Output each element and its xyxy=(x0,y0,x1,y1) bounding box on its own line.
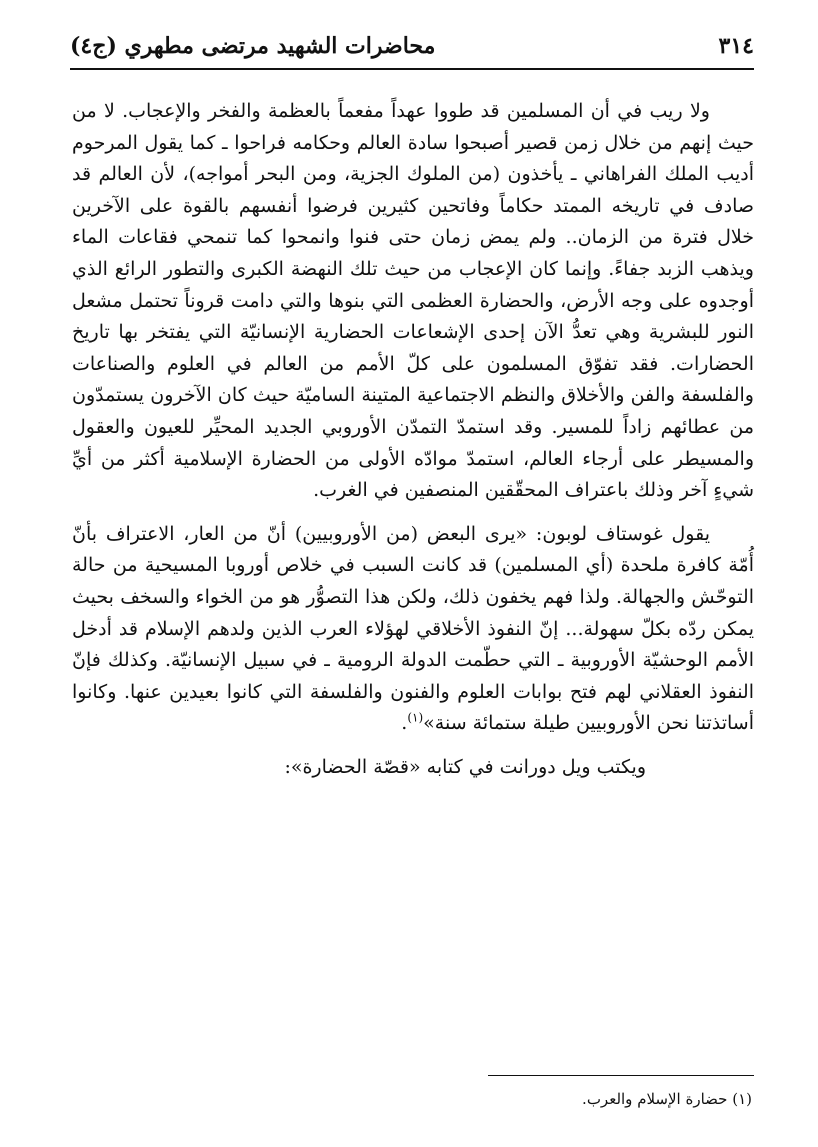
body-text xyxy=(72,96,754,783)
running-title: محاضرات الشهيد مرتضى مطهري (ج٤) xyxy=(70,33,436,59)
footnote-rule xyxy=(488,1075,754,1076)
running-header xyxy=(70,26,754,66)
footnote-ref: (١) xyxy=(407,710,424,725)
page-number: ٣١٤ xyxy=(718,33,754,59)
header-rule xyxy=(70,68,754,70)
paragraph-3: ويكتب ويل دورانت في كتابه «قصّة الحضارة»: xyxy=(284,755,646,778)
footnote-1: (١) حضارة الإسلام والعرب. xyxy=(582,1090,752,1108)
paragraph-1: ولا ريب في أن المسلمين قد طووا عهداً مفعماً بالعظمة والفخر والإعجاب. لا من حيث إنهم من خلال زمن قصير أصبحوا سادة العالم وحكامه فراحوا ـ كما يقول المرحوم أديب الملك الفراهاني ـ يأخذون (من الملوك الجزية، ومن البحر أمواجه)، لأن العالم قد صادف في تاريخه الممتد حكاماً وفاتحين كثيرين فرضوا أنفسهم بالقوة على الآخرين خلال فترة من الزمان.. ولم يمض زمان حتى فنوا وانمحوا كما تنمحي فقاعات الماء ويذهب الزبد جفاءً. وإنما كان الإعجاب من حيث تلك النهضة الكبرى والتطور الرائع الذي أوجدوه على وجه الأرض، والحضارة العظمى التي بنوها والتي دامت قروناً تحتمل مشعل النور للبشرية وهي تعدُّ الآن إحدى الإشعاعات الحضارية الإنسانيّة التي يفتخر بها تاريخ الحضارات. فقد تفوّق المسلمون على كلّ الأمم من العالم في العلوم والصناعات والفلسفة والفن والأخلاق والنظم الاجتماعية المتينة الساميّة حيث كان الآخرون يستمدّون من عطائهم زاداً للمسير. وقد استمدّ التمدّن الأوروبي الجديد المحيِّر للعيون والعقول والمسيطر على أرجاء العالم، استمدّ موادّه الأولى من الحضارة الإسلامية أكثر من أيِّ شيءٍ آخر وذلك باعتراف المحقّقين المنصفين في الغرب. xyxy=(72,100,754,502)
paragraph-2-tail: . xyxy=(401,712,408,735)
paragraph-2 xyxy=(72,519,754,740)
paragraph-2-text: يقول غوستاف لوبون: «يرى البعض (من الأوروبيين) أنّ من العار، الاعتراف بأنّ أُمّة كافرة ملحدة (أي المسلمين) قد كانت السبب في خلاص أوروبا المسيحية من حالة التوحّش والجهالة. ولذا فهم يخفون ذلك، ولكن هذا التصوُّر هو من الخواء والسخف بحيث يمكن ردّه بكلّ سهولة... إنّ النفوذ الأخلاقي لهؤلاء العرب الذين ولدهم الإسلام قد أدخل الأمم الوحشيّة الأوروبية ـ التي حطّمت الدولة الرومية ـ في سبيل الإنسانيّة. وكذلك فإنّ النفوذ العقلاني لهم فتح بوابات العلوم والفنون والفلسفة التي كانوا بعيدين عنها. وكانوا أساتذتنا نحن الأوروبيين طيلة ستمائة سنة» xyxy=(72,522,754,735)
